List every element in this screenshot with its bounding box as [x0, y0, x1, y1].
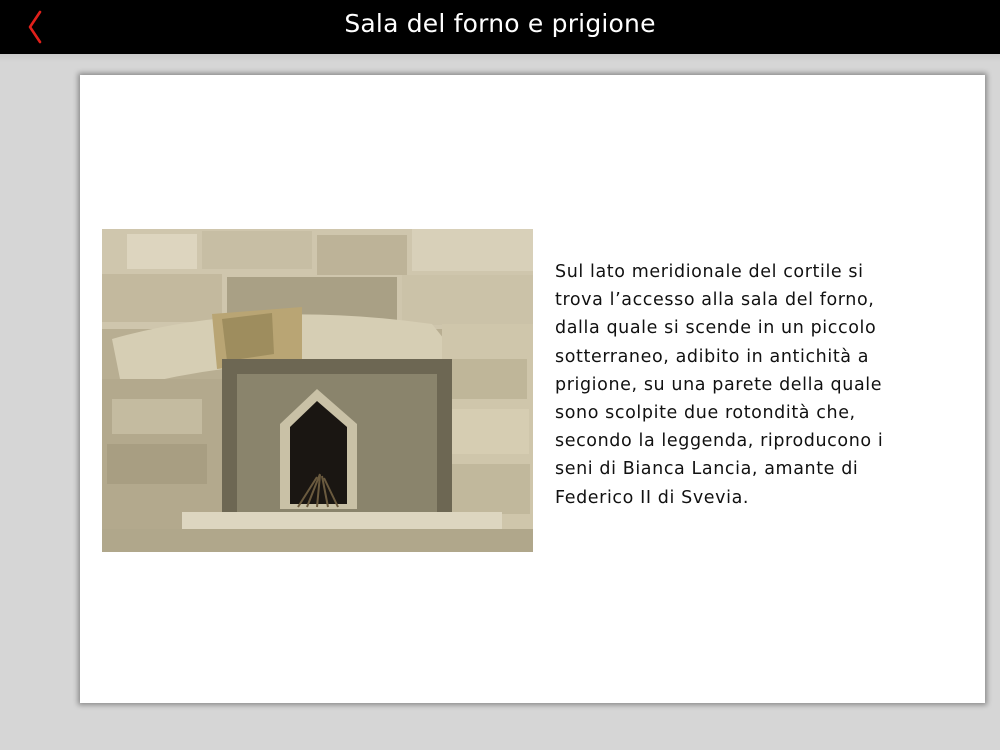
- oven-photo: [102, 229, 533, 552]
- content-area: [0, 54, 1000, 750]
- top-bar: [0, 0, 1000, 54]
- page-title: Sala del forno e prigione: [344, 9, 656, 38]
- description-text: Sul lato meridionale del cortile si trova l’accesso alla sala del forno, dalla quale si scende in un piccolo sotterraneo, adibito in antichità a prigione, su una parete della quale sono scolpite due rotondità che, secondo la leggenda, riproducono i seni di Bianca Lancia, amante di Federico II di Svevia.: [555, 262, 884, 508]
- content-card: [80, 75, 985, 703]
